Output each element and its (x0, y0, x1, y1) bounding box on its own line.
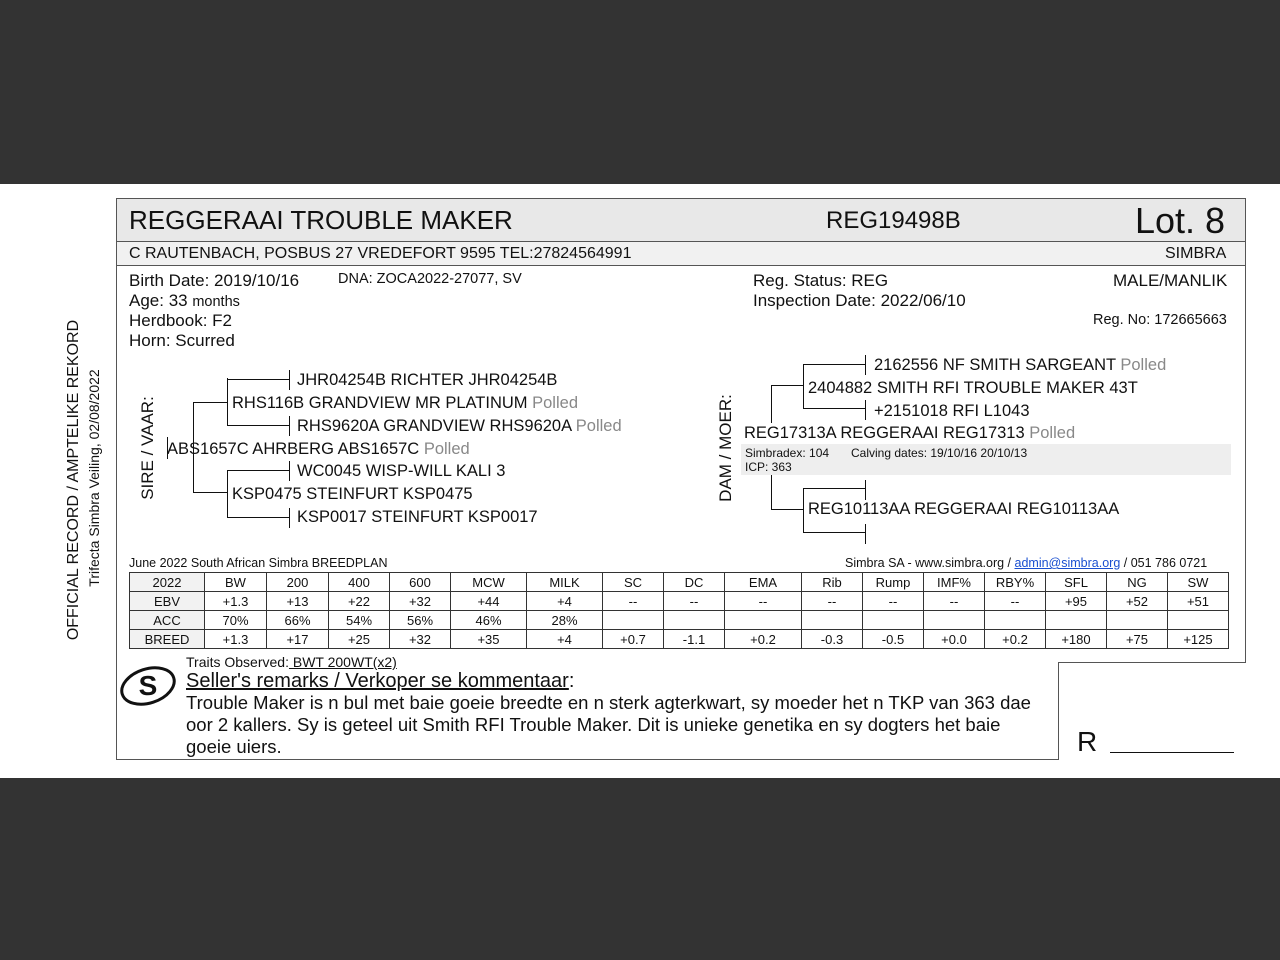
horn-status: Horn: Scurred (129, 331, 235, 350)
dam-sire-dam: +2151018 RFI L1043 (874, 402, 1030, 420)
herdbook: Herdbook: F2 (129, 311, 232, 330)
email-link[interactable]: admin@simbra.org (1014, 556, 1121, 570)
ebv-cell: +44 (451, 592, 527, 611)
auction-label: Trifecta Simbra Veiling, 02/08/2022 (86, 369, 102, 587)
simbra-contact: Simbra SA - www.simbra.org / admin@simbra.org / 051 786 0721 (845, 556, 1208, 570)
simbradex: Simbradex: 104 (745, 446, 830, 460)
ebv-cell: +32 (390, 630, 451, 649)
birth-date: Birth Date: 2019/10/16 (129, 271, 300, 290)
ebv-cell (924, 611, 985, 630)
ebv-cell: Rib (802, 573, 863, 592)
ebv-cell (725, 611, 802, 630)
ebv-cell: MILK (527, 573, 603, 592)
ebv-cell: +32 (390, 592, 451, 611)
ebv-cell: +13 (267, 592, 329, 611)
reg-status: Reg. Status: REG (753, 271, 889, 290)
sire-dam: KSP0475 STEINFURT KSP0475 (232, 485, 473, 503)
dam-label: DAM / MOER: (716, 394, 735, 502)
ebv-cell: IMF% (924, 573, 985, 592)
ebv-cell: MCW (451, 573, 527, 592)
ebv-row (130, 573, 1229, 592)
registration-code: REG19498B (826, 207, 961, 234)
traits-observed: Traits Observed: BWT 200WT(x2) (186, 654, 397, 670)
ebv-cell: +35 (451, 630, 527, 649)
ebv-cell: +52 (1107, 592, 1168, 611)
dam-dam: REG10113AA REGGERAAI REG10113AA (808, 500, 1120, 518)
ebv-cell: +17 (267, 630, 329, 649)
ebv-cell (1168, 611, 1229, 630)
age: Age: 33 months (129, 291, 240, 310)
icp: ICP: 363 (745, 460, 792, 474)
sire-sire-dam: RHS9620A GRANDVIEW RHS9620A Polled (297, 417, 622, 435)
price-currency: R (1077, 726, 1098, 757)
ebv-table (129, 572, 1229, 649)
ebv-cell: +0.2 (985, 630, 1046, 649)
sire-label: SIRE / VAAR: (138, 396, 157, 500)
ebv-cell: 600 (390, 573, 451, 592)
ebv-row (130, 630, 1229, 649)
ebv-cell: +51 (1168, 592, 1229, 611)
owner-address: C RAUTENBACH, POSBUS 27 VREDEFORT 9595 TEL:27824564991 (129, 245, 632, 262)
ebv-cell: +1.3 (205, 592, 267, 611)
ebv-cell: SC (603, 573, 664, 592)
calving-dates: Calving dates: 19/10/16 20/10/13 (851, 446, 1028, 460)
ebv-cell (1046, 611, 1107, 630)
lot-number: Lot. 8 (1135, 200, 1226, 241)
ebv-cell: ACC (130, 611, 205, 630)
inspection-date: Inspection Date: 2022/06/10 (753, 291, 966, 310)
ebv-row (130, 611, 1229, 630)
ebv-cell: RBY% (985, 573, 1046, 592)
ebv-cell (802, 611, 863, 630)
ebv-cell: 70% (205, 611, 267, 630)
sire-dam-dam: KSP0017 STEINFURT KSP0017 (297, 508, 538, 526)
ebv-cell: Rump (863, 573, 924, 592)
ebv-cell: -- (664, 592, 725, 611)
dna-code: DNA: ZOCA2022-27077, SV (338, 271, 522, 287)
ebv-cell: -1.1 (664, 630, 725, 649)
ebv-cell: BW (205, 573, 267, 592)
ebv-cell: NG (1107, 573, 1168, 592)
ebv-cell: 54% (329, 611, 390, 630)
sire-sire: RHS116B GRANDVIEW MR PLATINUM Polled (232, 394, 578, 412)
price-line[interactable] (1110, 752, 1234, 753)
ebv-cell: +95 (1046, 592, 1107, 611)
ebv-cell (863, 611, 924, 630)
ebv-cell: +0.2 (725, 630, 802, 649)
sex: MALE/MANLIK (1113, 271, 1228, 290)
ebv-cell: 66% (267, 611, 329, 630)
simbra-s-logo (118, 662, 180, 710)
official-record-label: OFFICIAL RECORD / AMPTELIKE REKORD (65, 319, 82, 641)
ebv-cell: -- (802, 592, 863, 611)
sire: ABS1657C AHRBERG ABS1657C Polled (167, 440, 470, 458)
ebv-cell (664, 611, 725, 630)
svg-text:S: S (138, 670, 158, 701)
ebv-cell: -- (603, 592, 664, 611)
breed-name: SIMBRA (1165, 245, 1227, 262)
ebv-cell: -- (725, 592, 802, 611)
ebv-cell: +0.7 (603, 630, 664, 649)
dam-sire: 2404882 SMITH RFI TROUBLE MAKER 43T (808, 379, 1138, 397)
sire-sire-sire: JHR04254B RICHTER JHR04254B (297, 371, 558, 389)
ebv-cell: -- (985, 592, 1046, 611)
ebv-cell (1107, 611, 1168, 630)
ebv-cell: -0.3 (802, 630, 863, 649)
ebv-cell (985, 611, 1046, 630)
ebv-cell: -- (924, 592, 985, 611)
ebv-cell: +75 (1107, 630, 1168, 649)
ebv-cell: 2022 (130, 573, 205, 592)
ebv-cell: EBV (130, 592, 205, 611)
ebv-cell: SW (1168, 573, 1229, 592)
remarks-heading: Seller's remarks / Verkoper se kommentaar: (186, 670, 575, 692)
ebv-cell: -- (863, 592, 924, 611)
ebv-cell: +4 (527, 592, 603, 611)
ebv-cell: +22 (329, 592, 390, 611)
ebv-cell: EMA (725, 573, 802, 592)
ebv-cell: +4 (527, 630, 603, 649)
animal-name: REGGERAAI TROUBLE MAKER (129, 205, 513, 235)
ebv-cell: DC (664, 573, 725, 592)
remarks-text: Trouble Maker is n bul met baie goeie breedte en n sterk agterkwart, sy moeder het n TKP van 363 dae oor 2 kallers. Sy is geteel uit Smith RFI Trouble Maker. Dit is unieke genetika en sy dogters het baie goeie uiers. (186, 692, 1031, 757)
ebv-cell: +125 (1168, 630, 1229, 649)
dam-sire-sire: 2162556 NF SMITH SARGEANT Polled (874, 356, 1167, 374)
dam: REG17313A REGGERAAI REG17313 Polled (744, 424, 1076, 442)
reg-number: Reg. No: 172665663 (1093, 312, 1227, 328)
ebv-cell: +180 (1046, 630, 1107, 649)
ebv-cell: +1.3 (205, 630, 267, 649)
ebv-cell: BREED (130, 630, 205, 649)
ebv-cell: -0.5 (863, 630, 924, 649)
ebv-cell (603, 611, 664, 630)
ebv-cell: 200 (267, 573, 329, 592)
ebv-cell: 28% (527, 611, 603, 630)
ebv-cell: SFL (1046, 573, 1107, 592)
ebv-row (130, 592, 1229, 611)
ebv-cell: 400 (329, 573, 390, 592)
ebv-cell: 56% (390, 611, 451, 630)
ebv-cell: +0.0 (924, 630, 985, 649)
ebv-cell: 46% (451, 611, 527, 630)
ebv-cell: +25 (329, 630, 390, 649)
breedplan-title: June 2022 South African Simbra BREEDPLAN (129, 556, 388, 570)
sire-dam-sire: WC0045 WISP-WILL KALI 3 (297, 462, 506, 480)
